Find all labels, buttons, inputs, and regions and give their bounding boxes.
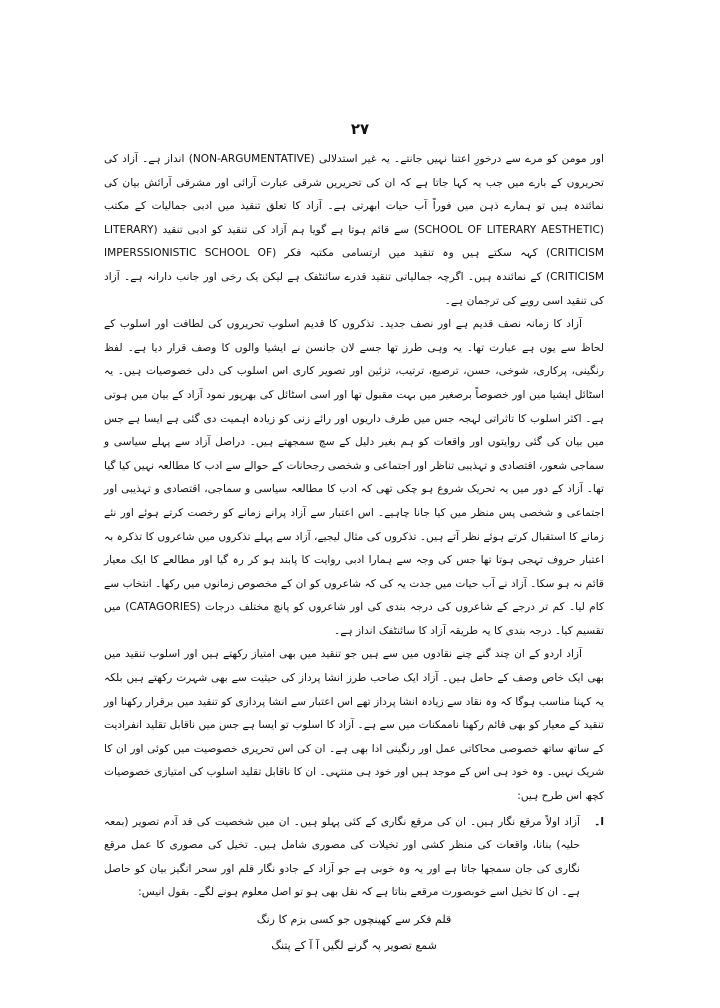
list-marker: ا۔: [594, 815, 604, 828]
list-item: [104, 811, 604, 905]
verse-line: قلم فکر سے کھینچوں جو کسی بزم کا رنگ: [256, 913, 452, 926]
paragraph: آزاد کا زمانہ نصف قدیم ہے اور نصف جدید۔ تذکروں کا قدیم اسلوب تحریروں کی لطافت اور اسلوب کے لحاظ سے یوں ہے عبارت تھا۔ یہ وہی طرز تھا جسے لان جانسن نے ایشیا والوں کا وصف قرار دیا ہے۔ لفظ رنگینی، پرکاری، شوخی، حسن، ترصیع، ترتیب، تزئین اور تصویر کاری اس اسلوب کی دلی خصوصیات ہیں۔ یہ اسٹائل ایشیا میں اور خصوصاً برصغیر میں بہت مقبول تھا اور اسی اسٹائل کی بھرپور نمود آزاد کے بیان میں ہوتی ہے۔ اکثر اسلوب کا تاثراتی لہجہ جس میں طرف داریوں اور رائے زنی کو زیادہ اہمیت دی گئی ہے ایسا ہے جس میں بیان کی گئی روایتوں اور واقعات کو ہم بغیر دلیل کے سچ سمجھتے ہیں۔ دراصل آزاد سے پہلے سیاسی و سماجی شعور، اقتصادی و تہذیبی تناظر اور اجتماعی و شخصی رجحانات کے حوالے سے ادب کا مطالعہ نہیں کیا گیا تھا۔ آزاد کے دور میں یہ تحریک شروع ہو چکی تھی کہ ادب کا مطالعہ سیاسی و سماجی، اقتصادی و تہذیبی اور اجتماعی و شخصی پس منظر میں کیا جانا چاہیے۔ اس اعتبار سے آزاد پرانے زمانے کو رخصت کرتے ہوئے اور نئے زمانے کا استقبال کرتے ہوئے نظر آتے ہیں۔ تذکروں کی مثال لیجیے، آزاد سے پہلے تذکروں میں شاعروں کا تذکرہ بہ اعتبار حروف تہجی ہوتا تھا جس کی وجہ سے ہمارا ادبی روایت کا پابند ہو کر رہ گیا اور مطالعے کا ایک معیار قائم نہ ہو سکا۔ آزاد نے آب حیات میں جدت یہ کی کہ شاعروں کو ان کے مخصوص زمانوں میں رکھا۔ انتخاب سے کام لیا۔ کم تر درجے کے شاعروں کی درجہ بندی کی اور شاعروں کو پانچ مختلف درجات (CATAGORIES) میں تقسیم کیا۔ درجہ بندی کا یہ طریقہ آزاد کا سائنٹفک انداز ہے۔: [104, 318, 604, 637]
list-item-text: آزاد اولاً مرقع نگار ہیں۔ ان کی مرقع نگاری کے کئی پہلو ہیں۔ ان میں شخصیت کی قد آدم تصویر (بمعہ حلیہ) بنانا، واقعات کی منظر کشی اور تخیلات کی مصوری شامل ہیں۔ تخیل کی مصوری کا عمل مرقع نگاری کی جان سمجھا جاتا ہے اور یہ وہ خوبی ہے جو آزاد کے جادو نگار قلم اور سحر انگیز بیان کو حاصل ہے۔ ان کا تخیل اسے خوبصورت مرقعے بناتا ہے کہ نقل بھی ہو تو اصل معلوم ہونے لگے۔ بقول انیس:: [104, 815, 580, 899]
verse-block: [104, 907, 604, 959]
paragraph: اور مومن کو مرے سے درخورِ اعتنا نہیں جانتے۔ یہ غیر استدلالی (NON-ARGUMENTATIVE) انداز ہے۔ آزاد کی تحریروں کے بارے میں جب یہ کہا جاتا ہے کہ ان کی تحریریں شرقی عبارت آرائی اور مشرقی آرائش بیان کی نمائندہ ہیں تو ہمارے ذہن میں فوراً آب حیات ابھرتی ہے۔ آزاد کا تعلق تنقید میں ادبی جمالیات کے مکتب (SCHOOL OF LITERARY AESTHETIC) سے قائم ہوتا ہے گویا ہم آزاد کی تنقید کو ادبی تنقید (LITERARY CRITICISM) کہہ سکتے ہیں وہ تنقید میں ارتسامی مکتبہ فکر (IMPERSSIONISTIC SCHOOL OF CRITICISM) کے نمائندہ ہیں۔ اگرچہ جمالیاتی تنقید قدرے سائنٹفک ہے لیکن یک رخی اور جانب دارانہ ہے۔ آزاد کی تنقید اسی رویے کی ترجمان ہے۔: [104, 153, 605, 307]
page-number: ۲۷: [350, 120, 370, 138]
verse-line: شمع تصویر پہ گرنے لگیں آ آ کے پتنگ: [271, 939, 437, 952]
document-body: [104, 148, 604, 959]
paragraph: آزاد اردو کے ان چند گنے چنے نقادوں میں سے ہیں جو تنقید میں بھی امتیاز رکھتے ہیں اور اسلوب تنقید میں بھی ایک خاص وصف کے حامل ہیں۔ آزاد ایک صاحب طرز انشا پرداز کی حیثیت سے بھی شہرت رکھتے ہیں بلکہ یہ کہنا مناسب ہوگا کہ وہ نقاد سے زیادہ انشا پرداز تھے اس اعتبار سے انشا پردازی کو تنقید میں برقرار رکھنا اور تنقید کے معیار کو بھی قائم رکھنا ناممکنات میں سے ہے۔ آزاد کا اسلوب تو ایسا ہے جس میں ناقابل تقلید انفرادیت کے ساتھ ساتھ خصوصی محاکاتی عمل اور رنگینی ادا بھی ہے۔ ان کی اس تحریری خصوصیت میں کوئی اور ان کا شریک نہیں۔ وہ خود ہی اس کے موجد ہیں اور خود ہی منتہی۔ ان کا ناقابل تقلید اسلوب کی امتیازی خصوصیات کچھ اس طرح ہیں:: [104, 648, 604, 803]
